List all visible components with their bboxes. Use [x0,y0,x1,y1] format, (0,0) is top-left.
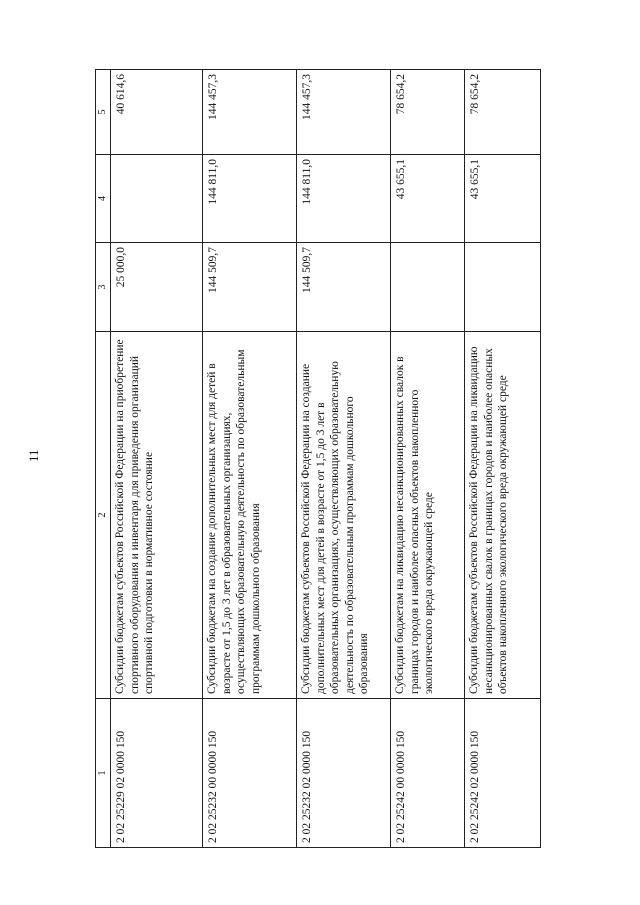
subsidy-name: Субсидии бюджетам на создание дополнительных мест для детей в возрасте от 1,5 до 3 лет в образовательных организациях, осуществляющих образовательную деятельность по образовательным программам дошкольного образования [203,332,297,699]
subsidy-name: Субсидии бюджетам субъектов Российской Федерации на ликвидацию несанкционированных свалок в границах городов и наиболее опасных объектов накопленного экологического вреда окружающей среде [465,332,541,699]
header-col-3: 3 [96,243,111,332]
subsidy-name: Субсидии бюджетам субъектов Российской Федерации на создание дополнительных мест для детей в возрасте от 1,5 до 3 лет в образовательных организациях, осуществляющих образовательную деятельность по образовательным программам дошкольного образования [297,332,391,699]
amount-col-3 [391,243,465,332]
amount-col-5: 78 654,2 [465,70,541,155]
table-row [391,70,465,848]
header-col-5: 5 [96,70,111,155]
budget-code: 2 02 25242 02 0000 150 [465,699,541,848]
table-header-row [96,70,111,848]
page-number: 11 [26,449,41,462]
table-row [111,70,203,848]
budget-code: 2 02 25232 02 0000 150 [297,699,391,848]
amount-col-3: 25 000,0 [111,243,203,332]
amount-col-3 [465,243,541,332]
amount-col-4 [111,155,203,243]
budget-code: 2 02 25242 00 0000 150 [391,699,465,848]
subsidy-name: Субсидии бюджетам на ликвидацию несанкционированных свалок в границах городов и наиболее опасных объектов накопленного экологического вреда окружающей среде [391,332,465,699]
amount-col-4: 144 811,0 [203,155,297,243]
amount-col-4: 43 655,1 [465,155,541,243]
amount-col-5: 40 614,6 [111,70,203,155]
budget-table-container [95,70,523,848]
header-col-2: 2 [96,332,111,699]
table-row [465,70,541,848]
amount-col-5: 78 654,2 [391,70,465,155]
amount-col-5: 144 457,3 [203,70,297,155]
amount-col-5: 144 457,3 [297,70,391,155]
amount-col-4: 43 655,1 [391,155,465,243]
budget-code: 2 02 25229 02 0000 150 [111,699,203,848]
table-row [203,70,297,848]
header-col-1: 1 [96,699,111,848]
amount-col-4: 144 811,0 [297,155,391,243]
table-row [297,70,391,848]
amount-col-3: 144 509,7 [203,243,297,332]
header-col-4: 4 [96,155,111,243]
budget-table [95,69,541,848]
subsidy-name: Субсидии бюджетам субъектов Российской Федерации на приобретение спортивного оборудования и инвентаря для приведения организаций спортивной подготовки в нормативное состояние [111,332,203,699]
budget-code: 2 02 25232 00 0000 150 [203,699,297,848]
amount-col-3: 144 509,7 [297,243,391,332]
